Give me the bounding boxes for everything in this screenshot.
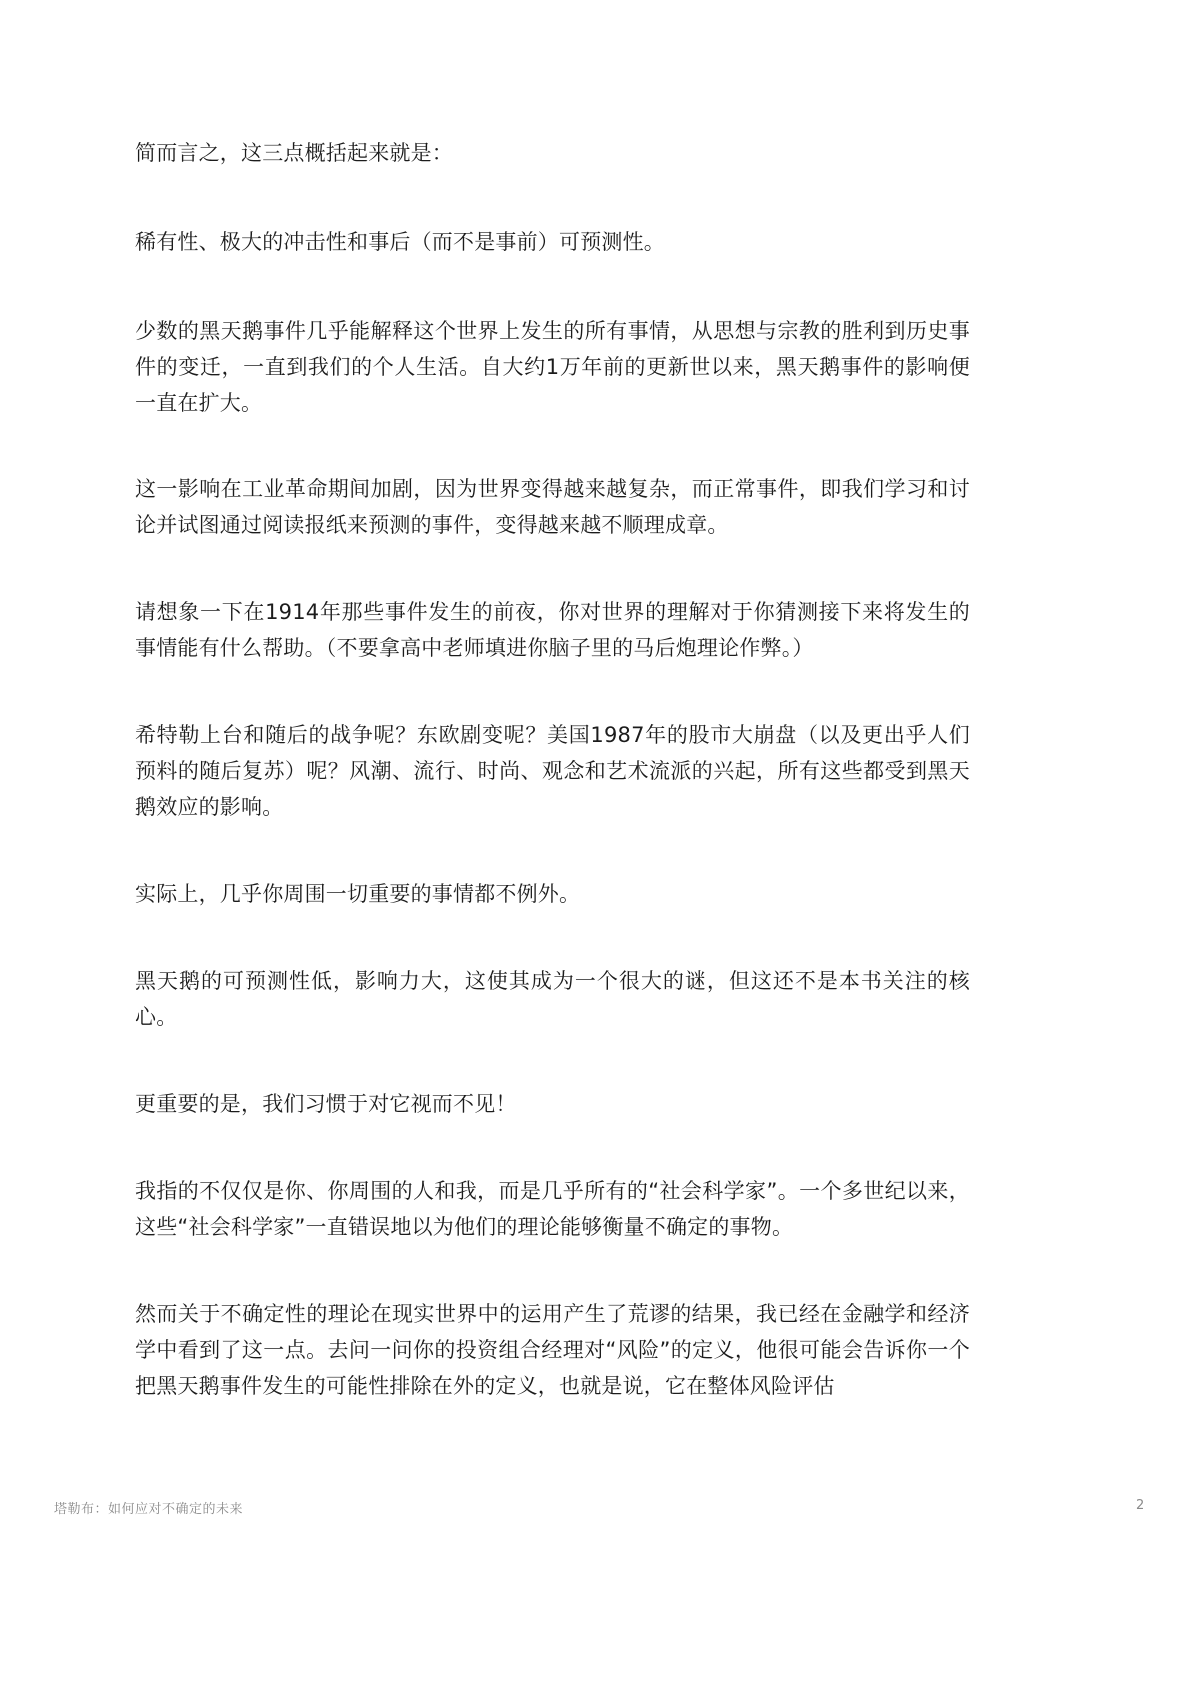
paragraph: 这一影响在工业革命期间加剧，因为世界变得越来越复杂，而正常事件，即我们学习和讨论并试图通过阅读报纸来预测的事件，变得越来越不顺理成章。 [135, 477, 970, 537]
paragraph: 我指的不仅仅是你、你周围的人和我，而是几乎所有的“社会科学家”。一个多世纪以来，这些“社会科学家”一直错误地以为他们的理论能够衡量不确定的事物。 [135, 1179, 970, 1239]
paragraph: 希特勒上台和随后的战争呢？东欧剧变呢？美国1987年的股市大崩盘（以及更出乎人们预料的随后复苏）呢？风潮、流行、时尚、观念和艺术流派的兴起，所有这些都受到黑天鹅效应的影响。 [135, 723, 970, 819]
footer-book-title: 塔勒布：如何应对不确定的未来 [54, 1502, 244, 1517]
paragraph: 黑天鹅的可预测性低，影响力大，这使其成为一个很大的谜，但这还不是本书关注的核心。 [135, 969, 970, 1029]
paragraph: 少数的黑天鹅事件几乎能解释这个世界上发生的所有事情，从思想与宗教的胜利到历史事件的变迁，一直到我们的个人生活。自大约1万年前的更新世以来，黑天鹅事件的影响便一直在扩大。 [135, 319, 970, 415]
paragraph: 然而关于不确定性的理论在现实世界中的运用产生了荒谬的结果，我已经在金融学和经济学中看到了这一点。去问一问你的投资组合经理对“风险”的定义，他很可能会告诉你一个把黑天鹅事件发生的可能性排除在外的定义，也就是说，它在整体风险评估 [135, 1302, 970, 1398]
paragraph: 请想象一下在1914年那些事件发生的前夜，你对世界的理解对于你猜测接下来将发生的事情能有什么帮助。（不要拿高中老师填进你脑子里的马后炮理论作弊。） [135, 600, 970, 660]
footer-page-number: 2 [1136, 1498, 1145, 1513]
paragraph: 更重要的是，我们习惯于对它视而不见！ [135, 1092, 517, 1116]
paragraph: 实际上，几乎你周围一切重要的事情都不例外。 [135, 882, 581, 906]
paragraph: 简而言之，这三点概括起来就是： [135, 141, 453, 165]
paragraph: 稀有性、极大的冲击性和事后（而不是事前）可预测性。 [135, 230, 665, 254]
